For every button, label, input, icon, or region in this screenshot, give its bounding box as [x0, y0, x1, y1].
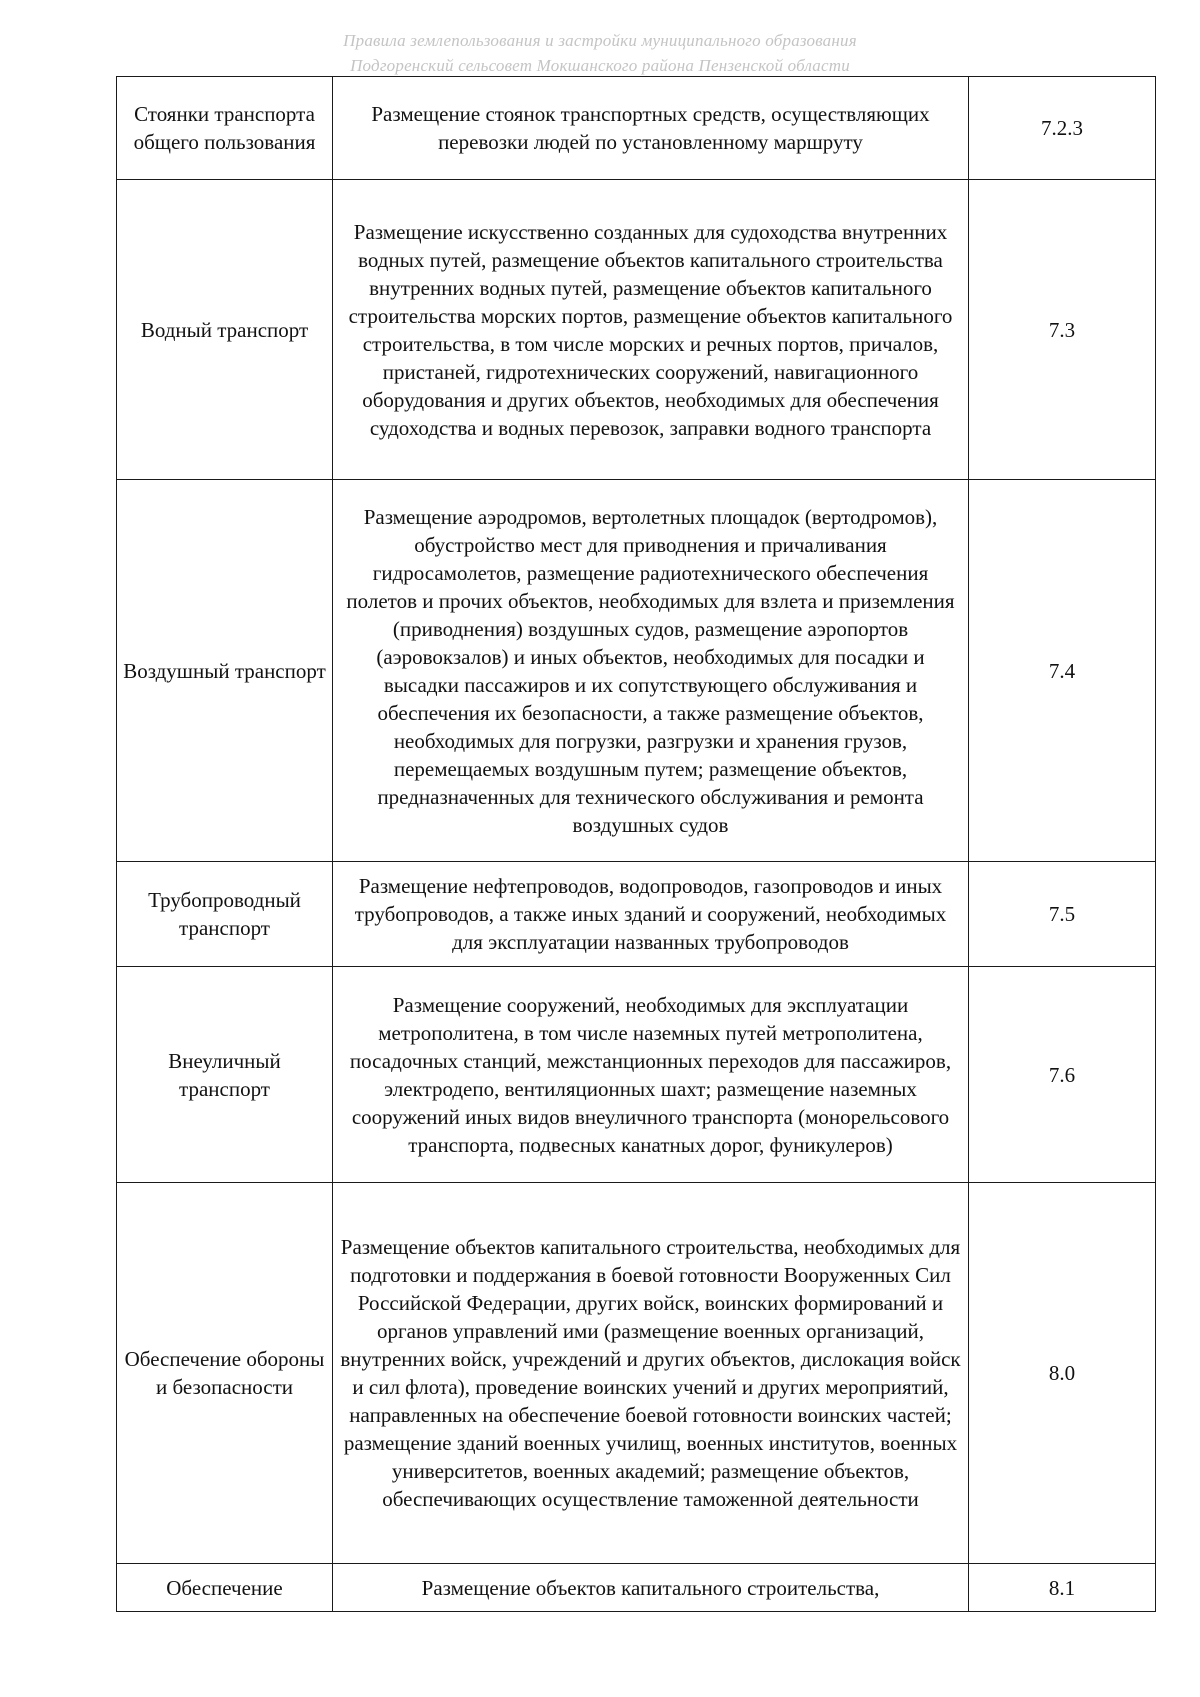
use-type-code-cell: 7.5 — [969, 862, 1156, 967]
use-type-name-cell: Воздушный транспорт — [117, 480, 333, 862]
use-type-code-cell: 7.4 — [969, 480, 1156, 862]
table-row — [117, 180, 1156, 480]
use-type-code-cell: 8.1 — [969, 1564, 1156, 1612]
use-type-description-cell: Размещение стоянок транспортных средств, осуществляющих перевозки людей по установленному маршруту — [333, 77, 969, 180]
header-line-1: Правила землепользования и застройки муниципального образования — [343, 31, 857, 50]
use-type-code-cell: 7.6 — [969, 967, 1156, 1183]
use-type-name-cell: Обеспечение обороны и безопасности — [117, 1183, 333, 1564]
use-type-description-cell: Размещение объектов капитального строительства, необходимых для подготовки и поддержания в боевой готовности Вооруженных Сил Российской Федерации, других войск, воинских формирований и органов управлений ими (размещение военных организаций, внутренних войск, учреждений и других объектов, дислокация войск и сил флота), проведение воинских учений и других мероприятий, направленных на обеспечение боевой готовности воинских частей; размещение зданий военных училищ, военных институтов, военных университетов, военных академий; размещение объектов, обеспечивающих осуществление таможенной деятельности — [333, 1183, 969, 1564]
use-type-description-cell: Размещение нефтепроводов, водопроводов, газопроводов и иных трубопроводов, а также иных зданий и сооружений, необходимых для эксплуатации названных трубопроводов — [333, 862, 969, 967]
use-type-code-cell: 7.2.3 — [969, 77, 1156, 180]
use-type-description-cell: Размещение искусственно созданных для судоходства внутренних водных путей, размещение объектов капитального строительства внутренних водных путей, размещение объектов капитального строительства морских портов, размещение объектов капитального строительства, в том числе морских и речных портов, причалов, пристаней, гидротехнических сооружений, навигационного оборудования и других объектов, необходимых для обеспечения судоходства и водных перевозок, заправки водного транспорта — [333, 180, 969, 480]
use-type-description-cell: Размещение аэродромов, вертолетных площадок (вертодромов), обустройство мест для приводнения и причаливания гидросамолетов, размещение радиотехнического обеспечения полетов и прочих объектов, необходимых для взлета и приземления (приводнения) воздушных судов, размещение аэропортов (аэровокзалов) и иных объектов, необходимых для посадки и высадки пассажиров и их сопутствующего обслуживания и обеспечения их безопасности, а также размещение объектов, необходимых для погрузки, разгрузки и хранения грузов, перемещаемых воздушным путем; размещение объектов, предназначенных для технического обслуживания и ремонта воздушных судов — [333, 480, 969, 862]
use-type-name-cell: Обеспечение — [117, 1564, 333, 1612]
table-row — [117, 1564, 1156, 1612]
table-row — [117, 862, 1156, 967]
document-running-header — [0, 28, 1200, 78]
use-type-name-cell: Водный транспорт — [117, 180, 333, 480]
use-type-name-cell: Стоянки транспорта общего пользования — [117, 77, 333, 180]
table-row — [117, 1183, 1156, 1564]
table-row — [117, 77, 1156, 180]
land-use-types-table — [116, 76, 1156, 1612]
use-type-description-cell: Размещение объектов капитального строительства, — [333, 1564, 969, 1612]
use-type-name-cell: Трубопроводный транспорт — [117, 862, 333, 967]
use-type-description-cell: Размещение сооружений, необходимых для эксплуатации метрополитена, в том числе наземных путей метрополитена, посадочных станций, межстанционных переходов для пассажиров, электродепо, вентиляционных шахт; размещение наземных сооружений иных видов внеуличного транспорта (монорельсового транспорта, подвесных канатных дорог, фуникулеров) — [333, 967, 969, 1183]
table-row — [117, 967, 1156, 1183]
use-type-code-cell: 8.0 — [969, 1183, 1156, 1564]
use-type-code-cell: 7.3 — [969, 180, 1156, 480]
table-row — [117, 480, 1156, 862]
use-type-name-cell: Внеуличный транспорт — [117, 967, 333, 1183]
header-line-2: Подгоренский сельсовет Мокшанского района Пензенской области — [350, 56, 850, 75]
